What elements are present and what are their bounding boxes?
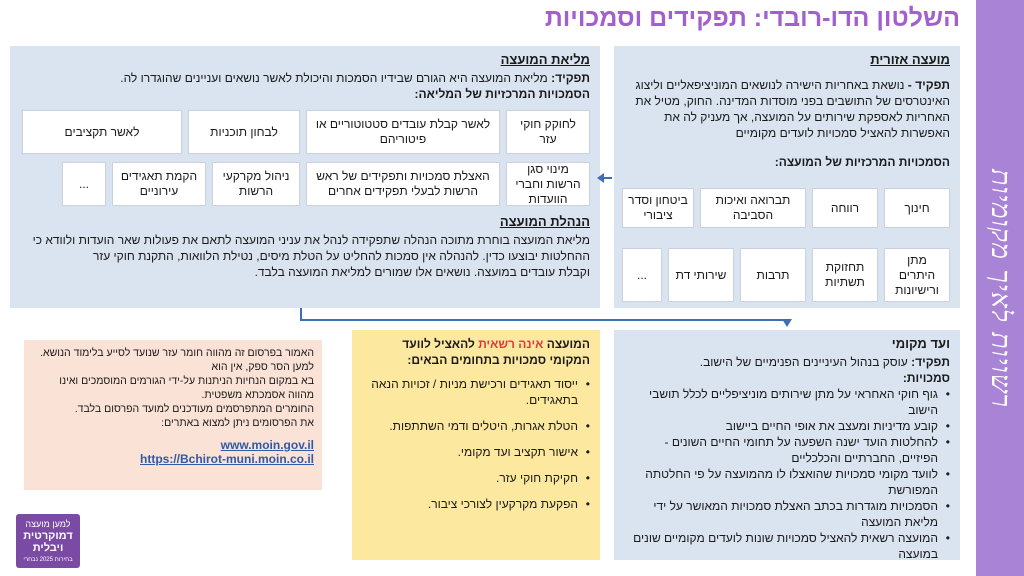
power-box: ניהול מקרקעי הרשות (212, 162, 300, 206)
list-item: • הפקעת מקרקעין לצורכי ציבור. (362, 496, 590, 512)
list-item: • להחלטות הועד ישנה השפעה על תחומי החיים השונים - הפיזיים, החברתיים והכלכליים (624, 434, 950, 466)
plenary-heading: מליאת המועצה (500, 52, 590, 67)
restrictions-heading-a: המועצה (546, 337, 590, 351)
local-role-label: תפקיד: (911, 355, 950, 369)
power-box: שירותי דת (668, 248, 734, 302)
logo-line: למען מועצה (25, 519, 71, 529)
list-item: • הסמכויות מוגדרות בכתב האצלת סמכויות המאושר על ידי מליאת המועצה (624, 498, 950, 530)
disclaimer-line: בא במקום הנחיות הניתנות על-ידי הגורמים המוסמכים ואינו מהווה אסמכתא משפטית. (59, 375, 314, 401)
power-box: הקמת תאגידים עירוניים (112, 162, 206, 206)
list-item: • חקיקת חוקי עזר. (362, 470, 590, 486)
plenary-role (20, 70, 590, 86)
local-role-text: עוסק בנהול העיניינים הפנימיים של הישוב. (699, 355, 908, 369)
power-box: חינוך (884, 188, 950, 228)
power-box: מינוי סגן הרשות וחברי הוועדות (506, 162, 590, 206)
list-item: • ייסוד תאגידים ורכישת מניות / זכויות הנאה בתאגידים. (362, 376, 590, 408)
local-committee-panel (614, 330, 960, 560)
local-powers-list (624, 386, 950, 562)
plenary-central-heading: הסמכויות המרכזיות של המליאה: (414, 87, 590, 101)
restrictions-list (362, 376, 590, 512)
plenary-panel (10, 46, 600, 308)
restrictions-heading-c: להאציל לוועד (402, 337, 475, 351)
restrictions-heading (362, 336, 590, 352)
disclaimer-line: האמור בפרסום זה מהווה חומר עזר שנועד לסייע בלימוד הנושא. (40, 347, 314, 359)
power-box: לאשר קבלת עובדים סטטוטוריים או פיטוריהם (306, 110, 500, 154)
connector-line (300, 319, 788, 321)
logo (16, 514, 80, 575)
elections-link[interactable]: https://Bchirot-muni.moin.co.il (140, 452, 314, 466)
power-box: רווחה (812, 188, 878, 228)
power-box: לאשר תקציבים (22, 110, 182, 154)
list-item: • הטלת אגרות, היטלים ודמי השתתפות. (362, 418, 590, 434)
list-item: • אישור תקציב ועד מקומי. (362, 444, 590, 460)
power-box: תרבות (740, 248, 806, 302)
local-powers-label: סמכויות: (902, 371, 950, 385)
local-heading: ועד מקומי (891, 336, 950, 351)
list-item: • גוף חוקי האחראי על מתן שירותים מוניציפליים לכלל תושבי הישוב (624, 386, 950, 418)
list-item: • המועצה רשאית להאציל סמכויות שונות לועדים מקומיים שונים במועצה (624, 530, 950, 562)
regional-role (624, 77, 950, 141)
plenary-role-text: מליאת המועצה היא הגורם שבידיו הסמכות והיכולת לאשר נושאים ועניינים שהוגדרו לה. (120, 71, 548, 85)
side-band (976, 0, 1024, 576)
list-item: • קובע מדיניות ומעצב את אופי החיים ביישוב (624, 418, 950, 434)
management-text-2: וקבלת עובדים במועצה. נושאים אלו שמורים למליאת המועצה בלבד. (254, 265, 590, 279)
logo-line: דמוקרטית (23, 530, 73, 542)
power-box: מתן היתרים ורישיונות (884, 248, 950, 302)
local-role (624, 354, 950, 370)
power-box: לחוקק חוקי עזר (506, 110, 590, 154)
regional-heading: מועצה אזורית (870, 52, 950, 67)
disclaimer-line: החומרים המתפרסמים מעודכנים למועד הפרסום בלבד. (74, 403, 314, 415)
page-title: השלטון הדו-רובדי: תפקידים וסמכויות (544, 4, 960, 32)
power-box: תברואה ואיכות הסביבה (700, 188, 806, 228)
power-box: תחזוקת תשתיות (812, 248, 878, 302)
side-band-text: רשויות לאיך מקומיות (984, 168, 1016, 408)
moin-link[interactable]: www.moin.gov.il (220, 438, 314, 452)
power-box: לבחון תוכניות (188, 110, 300, 154)
management-heading: הנהלת המועצה (499, 214, 590, 229)
arrow-head-icon (597, 173, 604, 183)
power-box: ... (62, 162, 106, 206)
power-box: ביטחון וסדר ציבורי (622, 188, 694, 228)
regional-role-label: תפקיד - (907, 78, 950, 92)
regional-council-panel (614, 46, 960, 308)
list-item: • לוועד מקומי סמכויות שהואצלו לו מהמועצה על פי החלטתה המפורשת (624, 466, 950, 498)
power-box: האצלת סמכויות ותפקידים של ראש הרשות לבעלי תפקידים אחרים (306, 162, 500, 206)
arrow-head-icon (782, 319, 792, 327)
restrictions-warning: אינה רשאית (478, 337, 544, 351)
plenary-role-label: תפקיד: (551, 71, 590, 85)
power-box: ... (622, 248, 662, 302)
disclaimer-panel (24, 340, 322, 490)
regional-role-text: נושאת באחריות הישירה לנושאים המוניציפאליים וליצוג האינטרסים של התושבים בפני מוסדות המדינה. החוק, מטיל את האחריות לאספקת שירותים על המועצה, אך מעניק לה את האפשרות להאציל סמכויות לועדים מקומיים (635, 78, 950, 140)
restrictions-panel (352, 330, 600, 560)
regional-central-heading: הסמכויות המרכזיות של המועצה: (774, 155, 950, 169)
disclaimer-line: את הפרסומים ניתן למצוא באתרים: (161, 417, 314, 429)
restrictions-heading-2: המקומי סמכויות בתחומים הבאים: (407, 353, 590, 367)
logo-line: בחירות 2025 נבחרי יהודה (23, 557, 73, 575)
management-text: מליאת המועצה בוחרת מתוכה הנהלה שתפקידה לנהל את עניני המועצה לתאם את פעולות שאר הועדות ולוודא כי ההחלטות יבוצעו כדין. להנהלה אין סמכות להחליט על הטלת מיסים, נטילת הלוואות, התקנת חוקי עזר (32, 233, 590, 263)
disclaimer-line: למען הסר ספק, אין הוא (211, 361, 314, 373)
logo-line: ויבלית (32, 542, 64, 554)
